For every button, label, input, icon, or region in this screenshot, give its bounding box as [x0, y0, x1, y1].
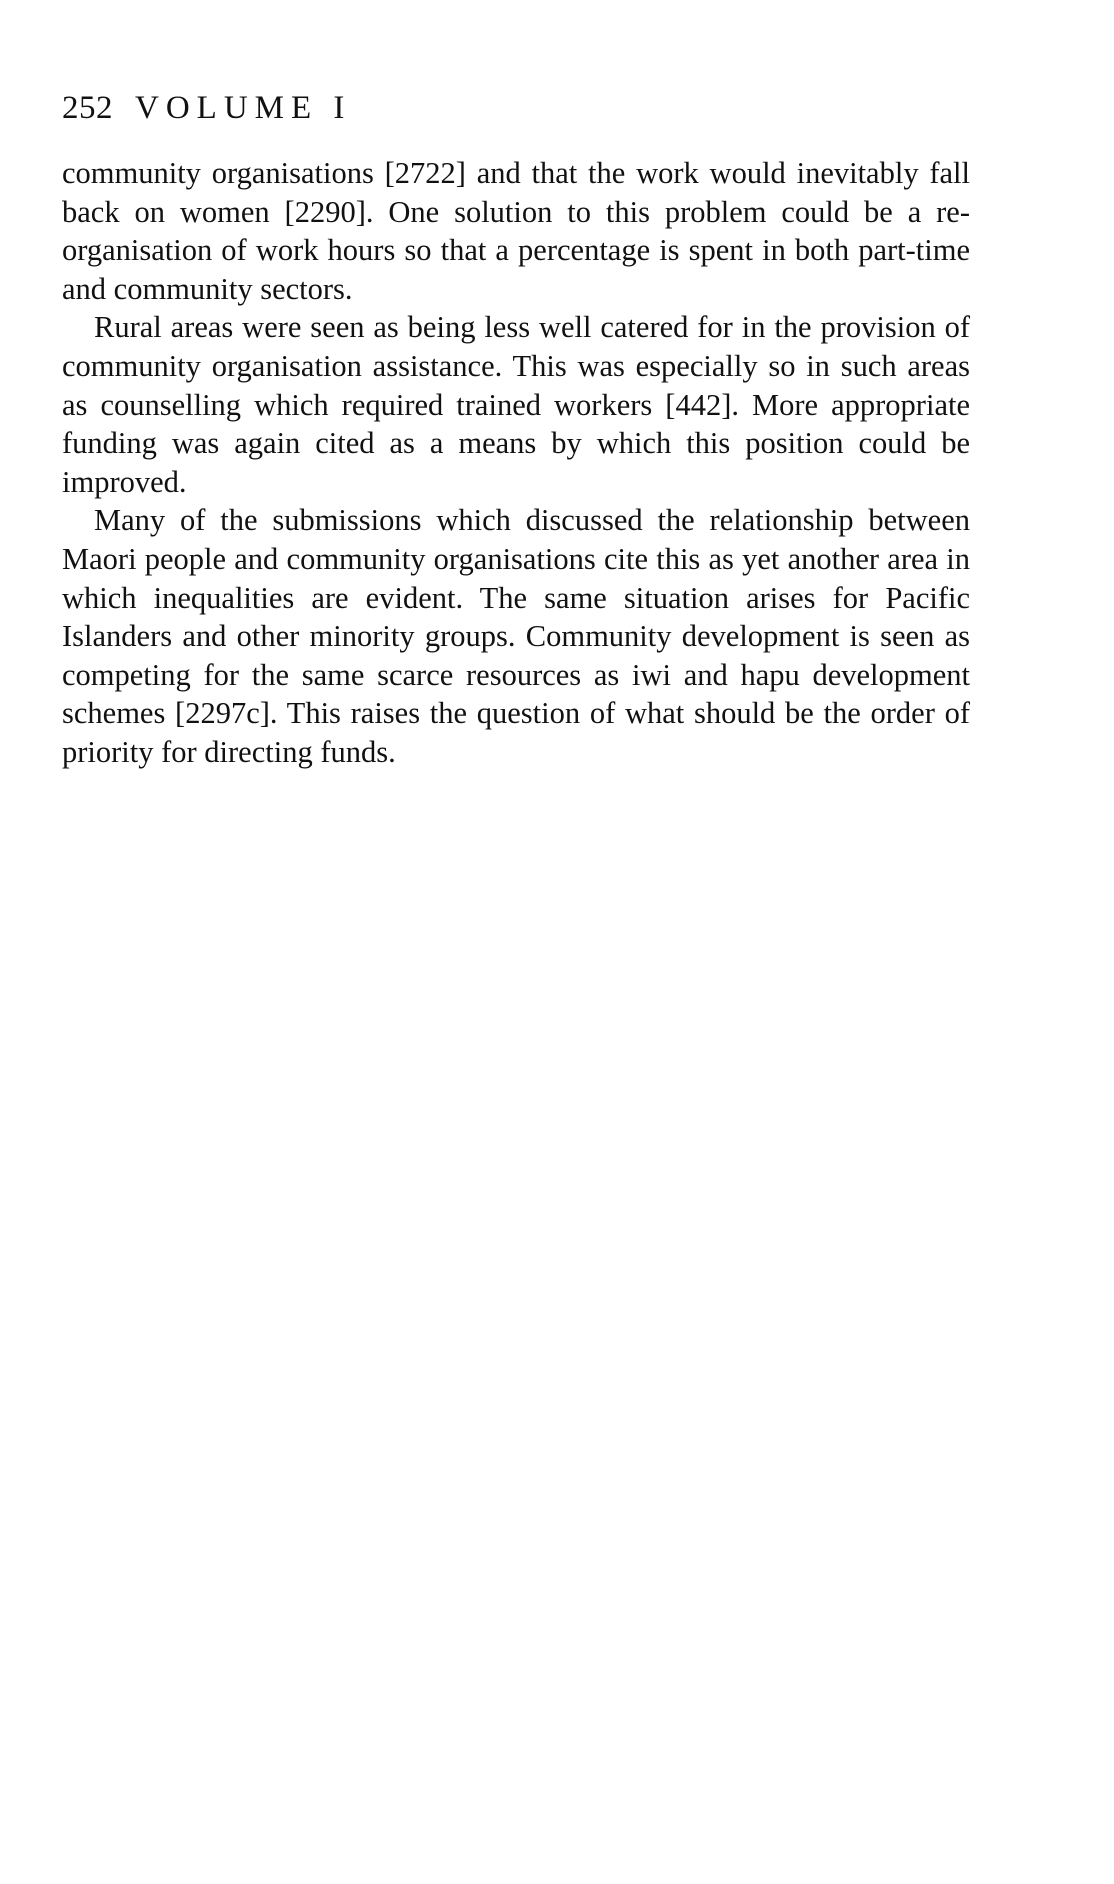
- paragraph-rural-areas: Rural areas were seen as being less well catered for in the provision of community organisation assistance. This was especially so in such areas as counselling which required trained workers [442]. More appropriate funding was again cited as a means by which this position could be improved.: [62, 310, 970, 499]
- page-number: 252: [62, 90, 113, 126]
- running-head: [62, 88, 351, 128]
- paragraph-maori-community: Many of the submissions which discussed the relationship between Maori people and community organisations cite this as yet another area in which inequalities are evident. The same situation arises for Pacific Islanders and other minority groups. Community development is seen as competing for the same scarce resources as iwi and hapu development schemes [2297c]. This raises the question of what should be the order of priority for directing funds.: [62, 503, 970, 769]
- body-text: [62, 154, 970, 772]
- paragraph-continuation: community organisations [2722] and that the work would inevitably fall back on women [2290]. One solution to this problem could be a re-organisation of work hours so that a percentage is spent in both part-time and community sectors.: [62, 156, 970, 306]
- volume-label: VOLUME I: [135, 90, 352, 126]
